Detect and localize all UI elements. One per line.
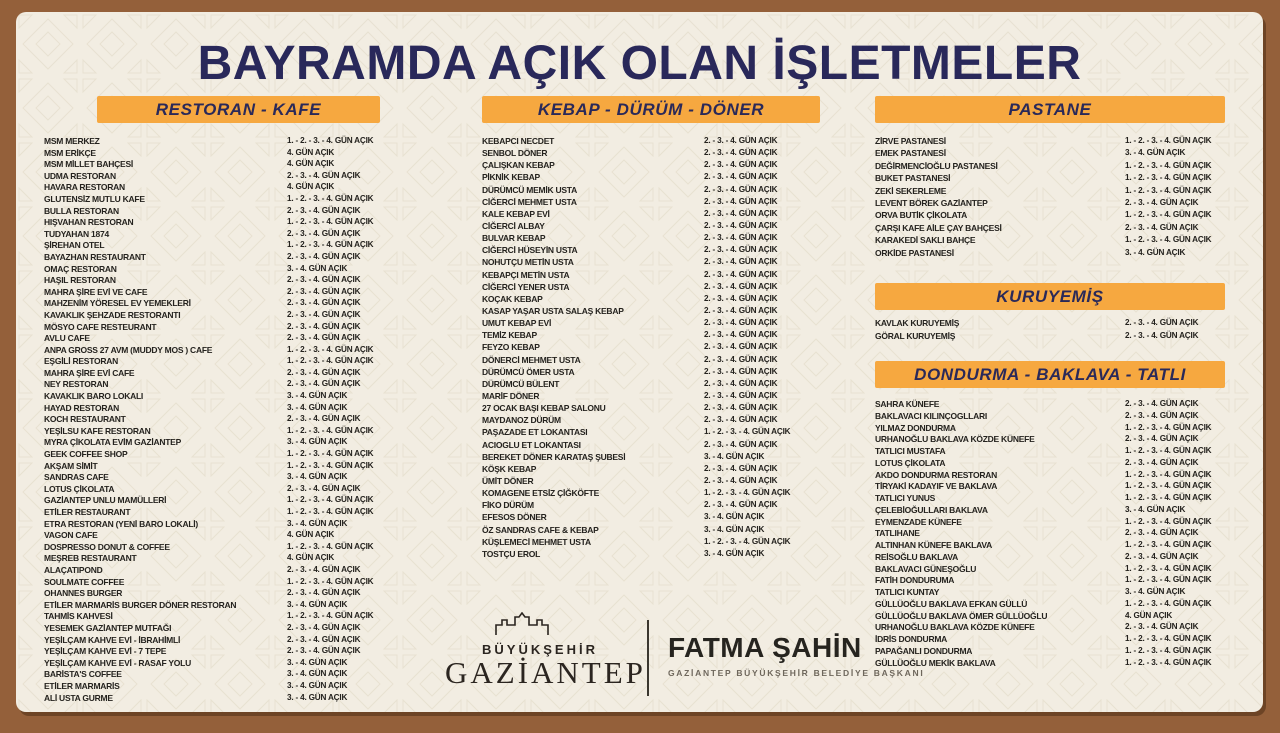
open-days-label: 1. - 2. - 3. - 4. GÜN AÇIK [1125,481,1212,491]
business-name: YESEMEK GAZİANTEP MUTFAĞI [44,622,172,633]
business-name: ORVA BUTİK ÇİKOLATA [875,210,968,221]
business-name: TİRYAKİ KADAYIF VE BAKLAVA [875,481,998,492]
gaziantep-logo [445,612,646,691]
open-days-label: 1. - 2. - 3. - 4. GÜN AÇIK [1125,446,1212,455]
business-name: MAHRA ŞİRE EVİ VE CAFE [44,286,148,297]
open-days-label: 2. - 3. - 4. GÜN AÇIK [287,286,361,296]
open-days-label: 1. - 2. - 3. - 4. GÜN AÇIK [1125,563,1212,573]
business-name: DÜRÜMCÜ MEMİK USTA [482,184,577,195]
open-days-label: 2. - 3. - 4. GÜN AÇIK [287,275,361,285]
business-name: EŞGİLİ RESTORAN [44,356,119,367]
business-name: KAVAKLIK BARO LOKALI [44,391,144,402]
business-name: HAŞIL RESTORAN [44,275,116,286]
business-name: SANDRAS CAFE [44,472,109,483]
open-days-label: 4. GÜN AÇIK [287,147,335,157]
business-name: CİĞERCİ ALBAY [482,220,545,231]
section-header-bar [875,361,1225,388]
business-name: ÇARŞI KAFE AİLE ÇAY BAHÇESİ [875,222,1002,233]
open-days-label: 2. - 3. - 4. GÜN AÇIK [287,367,361,377]
open-days-label: 1. - 2. - 3. - 4. GÜN AÇIK [287,576,374,586]
business-name: KÖŞK KEBAP [482,463,537,474]
business-name: TATLICI KUNTAY [875,587,940,597]
business-name: BEREKET DÖNER KARATAŞ ŞUBESİ [482,451,626,462]
open-days-label: 2. - 3. - 4. GÜN AÇIK [704,330,778,340]
poster-card [16,12,1263,712]
business-name: MAHZENİM YÖRESEL EV YEMEKLERİ [44,298,191,309]
business-name: ZİRVE PASTANESİ [875,136,946,146]
business-name: ORKİDE PASTANESİ [875,247,954,258]
open-days-label: 1. - 2. - 3. - 4. GÜN AÇIK [1125,516,1212,526]
open-days-label: 1. - 2. - 3. - 4. GÜN AÇIK [1125,136,1212,145]
open-days-label: 2. - 3. - 4. GÜN AÇIK [704,148,778,158]
business-name: ALAÇATIPOND [44,564,103,575]
business-name: ALİ USTA GURME [44,692,113,703]
business-name: MEŞREB RESTAURANT [44,553,137,564]
open-days-label: 3. - 4. GÜN AÇIK [704,512,765,522]
business-name: FEYZO KEBAP [482,342,540,353]
open-days-label: 3. - 4. GÜN AÇIK [287,402,348,412]
business-name: YEŞİLÇAM KAHVE EVİ - İBRAHİMLİ [44,634,181,645]
business-name: HIŞVAHAN RESTORAN [44,217,134,228]
open-days-label: 2. - 3. - 4. GÜN AÇIK [287,298,361,308]
business-name: ETİLER MARMARİS BURGER DÖNER RESTORAN [44,599,237,610]
open-days-label: 4. GÜN AÇIK [287,182,335,192]
business-name: UDMA RESTORAN [44,170,116,181]
business-name: GÖRAL KURUYEMİŞ [875,331,956,341]
open-days-label: 1. - 2. - 3. - 4. GÜN AÇIK [287,193,374,203]
open-days-label: 1. - 2. - 3. - 4. GÜN AÇIK [1125,185,1212,195]
section-header-label: DONDURMA - BAKLAVA - TATLI [914,364,1186,384]
business-name: YEŞİLÇAM KAHVE EVİ - 7 TEPE [44,646,167,657]
business-name: GÜLLÜOĞLU BAKLAVA EFKAN GÜLLÜ [875,598,1028,609]
open-days-label: 2. - 3. - 4. GÜN AÇIK [704,342,778,352]
business-name: ÇALIŞKAN KEBAP [482,160,555,171]
section-header-label: RESTORAN - KAFE [155,99,322,119]
open-days-label: 2. - 3. - 4. GÜN AÇIK [287,309,361,319]
mayor-signature-block [668,632,928,678]
open-days-label: 2. - 3. - 4. GÜN AÇIK [704,463,778,473]
open-days-label: 1. - 2. - 3. - 4. GÜN AÇIK [287,217,374,227]
business-name: KEBAPÇI METİN USTA [482,269,570,280]
business-name: ŞİREHAN OTEL [44,240,105,251]
business-name: MSM ERİKÇE [44,147,96,158]
business-name: BAKLAVACI KILINÇOGLLARI [875,410,987,421]
business-name: KOCH RESTAURANT [44,414,126,425]
business-name: VAGON CAFE [44,530,98,541]
business-name: HAVARA RESTORAN [44,182,125,193]
business-name: MYRA ÇİKOLATA EVİM GAZİANTEP [44,437,182,448]
business-name: LOTUS ÇİKOLATA [875,457,946,468]
business-name: YILMAZ DONDURMA [875,422,956,433]
open-days-label: 3. - 4. GÜN AÇIK [287,680,348,690]
business-name: ETRA RESTORAN (YENİ BARO LOKALİ) [44,518,198,529]
open-days-label: 2. - 3. - 4. GÜN AÇIK [287,251,361,261]
open-days-label: 3. - 4. GÜN AÇIK [287,692,348,702]
business-name: KASAP YAŞAR USTA SALAŞ KEBAP [482,305,624,316]
section-header-bar [482,96,820,123]
business-name: DÜRÜMCÜ ÖMER USTA [482,366,575,377]
open-days-label: 2. - 3. - 4. GÜN AÇIK [704,136,778,145]
business-name: BUKET PASTANESİ [875,173,951,184]
business-name: LEVENT BÖREK GAZİANTEP [875,197,988,208]
open-days-label: 3. - 4. GÜN AÇIK [287,518,348,528]
open-days-label: 1. - 2. - 3. - 4. GÜN AÇIK [1125,469,1212,479]
business-name: KAVLAK KURUYEMİŞ [875,318,960,328]
business-name: MÖSYO CAFE RESTEURANT [44,321,157,332]
open-days-label: 3. - 4. GÜN AÇIK [704,524,765,534]
business-name: ACIOGLU ET LOKANTASI [482,439,581,450]
business-name: KAVAKLIK ŞEHZADE RESTORANTI [44,309,181,320]
open-days-label: 2. - 3. - 4. GÜN AÇIK [287,379,361,389]
business-name: MSM MERKEZ [44,136,100,146]
open-days-label: 1. - 2. - 3. - 4. GÜN AÇIK [287,136,374,145]
open-days-label: 1. - 2. - 3. - 4. GÜN AÇIK [287,611,374,621]
open-days-label: 3. - 4. GÜN AÇIK [1125,504,1186,514]
open-days-label: 2. - 3. - 4. GÜN AÇIK [287,646,361,656]
open-days-label: 2. - 3. - 4. GÜN AÇIK [287,321,361,331]
open-days-label: 2. - 3. - 4. GÜN AÇIK [287,634,361,644]
business-name: GEEK COFFEE SHOP [44,449,128,460]
open-days-label: 2. - 3. - 4. GÜN AÇIK [1125,457,1199,467]
open-days-label: 2. - 3. - 4. GÜN AÇIK [704,233,778,243]
business-name: GAZİANTEP UNLU MAMÜLLERİ [44,495,167,506]
open-days-label: 2. - 3. - 4. GÜN AÇIK [704,475,778,485]
business-name: UMUT KEBAP EVİ [482,318,552,329]
business-name: LOTUS ÇİKOLATA [44,483,115,494]
business-name: PAPAĞANLI DONDURMA [875,645,973,656]
open-days-label: 2. - 3. - 4. GÜN AÇIK [704,415,778,425]
business-name: BAYAZHAN RESTAURANT [44,251,146,262]
open-days-label: 4. GÜN AÇIK [287,530,335,540]
business-name: TATLICI YUNUS [875,493,936,503]
business-name: KALE KEBAP EVİ [482,208,550,219]
business-name: KÜŞLEMECİ MEHMET USTA [482,536,591,547]
business-name: KOÇAK KEBAP [482,293,543,304]
open-days-label: 1. - 2. - 3. - 4. GÜN AÇIK [287,425,374,435]
business-name: DÖNERCİ MEHMET USTA [482,354,581,365]
open-days-label: 2. - 3. - 4. GÜN AÇIK [287,564,361,574]
open-days-label: 2. - 3. - 4. GÜN AÇIK [1125,551,1199,561]
business-name: URHANOĞLU BAKLAVA KÖZDE KÜNEFE [875,434,1035,445]
business-name: EYMENZADE KÜNEFE [875,516,962,527]
business-name: REİSOĞLU BAKLAVA [875,551,959,562]
open-days-label: 1. - 2. - 3. - 4. GÜN AÇIK [704,536,791,546]
business-name: TEMİZ KEBAP [482,330,537,341]
open-days-label: 2. - 3. - 4. GÜN AÇIK [704,354,778,364]
business-name: ÜMİT DÖNER [482,475,534,486]
open-days-label: 3. - 4. GÜN AÇIK [287,669,348,679]
business-name: ZEKİ SEKERLEME [875,185,947,196]
open-days-label: 3. - 4. GÜN AÇIK [287,437,348,447]
open-days-label: 4. GÜN AÇIK [287,159,335,169]
section-header-bar [875,283,1225,310]
open-days-label: 3. - 4. GÜN AÇIK [704,451,765,461]
section-header-bar [97,96,380,123]
open-days-label: 1. - 2. - 3. - 4. GÜN AÇIK [287,495,374,505]
open-days-label: 3. - 4. GÜN AÇIK [287,263,348,273]
business-name: ETİLER RESTAURANT [44,507,131,517]
business-name: MARİF DÖNER [482,390,540,401]
section-header-label: KURUYEMİŞ [996,286,1104,306]
open-days-label: 1. - 2. - 3. - 4. GÜN AÇIK [1125,493,1212,502]
business-name: EFESOS DÖNER [482,512,547,523]
open-days-label: 2. - 3. - 4. GÜN AÇIK [287,622,361,632]
open-days-label: 2. - 3. - 4. GÜN AÇIK [704,257,778,267]
open-days-label: 2. - 3. - 4. GÜN AÇIK [1125,622,1199,632]
open-days-label: 2. - 3. - 4. GÜN AÇIK [704,160,778,170]
open-days-label: 2. - 3. - 4. GÜN AÇIK [704,208,778,218]
open-days-label: 3. - 4. GÜN AÇIK [287,599,348,609]
open-days-label: 2. - 3. - 4. GÜN AÇIK [1125,528,1199,538]
business-name: TATLICI MUSTAFA [875,446,946,456]
business-name: YEŞİLÇAM KAHVE EVİ - RASAF YOLU [44,657,191,668]
open-days-label: 2. - 3. - 4. GÜN AÇIK [704,245,778,255]
open-days-label: 2. - 3. - 4. GÜN AÇIK [1125,434,1199,444]
business-name: İDRİS DONDURMA [875,634,948,644]
business-name: TATLIHANE [875,528,920,539]
open-days-label: 2. - 3. - 4. GÜN AÇIK [704,269,778,279]
business-name: KARAKEDİ SAKLI BAHÇE [875,235,976,246]
open-days-label: 2. - 3. - 4. GÜN AÇIK [704,500,778,510]
business-name: ÖZ SANDRAS CAFE & KEBAP [482,524,599,535]
open-days-label: 1. - 2. - 3. - 4. GÜN AÇIK [287,240,374,250]
open-days-label: 4. GÜN AÇIK [287,553,335,563]
open-days-label: 1. - 2. - 3. - 4. GÜN AÇIK [1125,634,1212,643]
footer-divider [647,620,649,696]
logo-text-buyuksehir: BÜYÜKŞEHİR [482,642,598,657]
open-days-label: 3. - 4. GÜN AÇIK [704,548,765,558]
mayor-name: FATMA ŞAHİN [668,632,862,663]
open-days-label: 2. - 3. - 4. GÜN AÇIK [287,414,361,424]
business-name: OHANNES BURGER [44,588,123,599]
business-name: SENBOL DÖNER [482,148,548,159]
business-name: KOMAGENE ETSİZ ÇİĞKÖFTE [482,488,600,499]
open-days-label: 4. GÜN AÇIK [1125,610,1173,620]
open-days-label: 3. - 4. GÜN AÇIK [287,391,348,401]
business-name: MAHRA ŞİRE EVİ CAFE [44,367,135,378]
open-days-label: 1. - 2. - 3. - 4. GÜN AÇIK [704,488,791,498]
open-days-label: 1. - 2. - 3. - 4. GÜN AÇIK [1125,235,1212,245]
business-name: BARİSTA'S COFFEE [44,669,122,680]
business-name: KEBAPCI NECDET [482,136,555,146]
business-name: TAHMİS KAHVESİ [44,611,113,622]
open-days-label: 2. - 3. - 4. GÜN AÇIK [287,588,361,598]
business-name: YEŞİLSU KAFE RESTORAN [44,425,151,436]
open-days-label: 1. - 2. - 3. - 4. GÜN AÇIK [1125,645,1212,655]
business-name: CİĞERCİ MEHMET USTA [482,196,577,207]
section-header-bar [875,96,1225,123]
business-name: NEY RESTORAN [44,379,109,390]
business-name: HAYAD RESTORAN [44,402,120,413]
section-header-label: KEBAP - DÜRÜM - DÖNER [537,99,765,119]
open-days-label: 2. - 3. - 4. GÜN AÇIK [704,318,778,328]
open-days-label: 1. - 2. - 3. - 4. GÜN AÇIK [1125,422,1212,432]
business-name: TUDYAHAN 1874 [44,228,109,239]
business-name: AKDO DONDURMA RESTORAN [875,469,997,480]
open-days-label: 3. - 4. GÜN AÇIK [1125,247,1186,257]
open-days-label: 1. - 2. - 3. - 4. GÜN AÇIK [287,460,374,470]
open-days-label: 2. - 3. - 4. GÜN AÇIK [704,196,778,206]
business-name: ÇELEBİOĞULLARI BAKLAVA [875,504,988,515]
open-days-label: 2. - 3. - 4. GÜN AÇIK [704,184,778,194]
open-days-label: 1. - 2. - 3. - 4. GÜN AÇIK [287,356,374,366]
page-title: BAYRAMDA AÇIK OLAN İŞLETMELER [197,37,1082,90]
business-name: 27 OCAK BAŞI KEBAP SALONU [482,403,606,414]
open-days-label: 3. - 4. GÜN AÇIK [287,472,348,482]
open-days-label: 2. - 3. - 4. GÜN AÇIK [1125,222,1199,232]
open-days-label: 2. - 3. - 4. GÜN AÇIK [287,228,361,238]
business-name: BULLA RESTORAN [44,205,119,216]
business-name: SOULMATE COFFEE [44,576,125,587]
open-days-label: 2. - 3. - 4. GÜN AÇIK [704,390,778,400]
open-days-label: 2. - 3. - 4. GÜN AÇIK [287,170,361,180]
open-days-label: 2. - 3. - 4. GÜN AÇIK [704,378,778,388]
open-days-label: 1. - 2. - 3. - 4. GÜN AÇIK [287,541,374,551]
open-days-label: 1. - 2. - 3. - 4. GÜN AÇIK [287,507,374,516]
mayor-title: GAZİANTEP BÜYÜKŞEHİR BELEDİYE BAŞKANI [668,668,925,678]
open-days-label: 1. - 2. - 3. - 4. GÜN AÇIK [287,344,374,354]
business-name: DOSPRESSO DONUT & COFFEE [44,541,170,552]
open-days-label: 2. - 3. - 4. GÜN AÇIK [287,205,361,215]
business-name: FİKO DÜRÜM [482,500,534,511]
business-name: BULVAR KEBAP [482,233,546,244]
business-name: AVLU CAFE [44,333,90,344]
open-days-label: 2. - 3. - 4. GÜN AÇIK [704,366,778,376]
open-days-label: 2. - 3. - 4. GÜN AÇIK [287,483,361,493]
business-name: BAKLAVACI GÜNEŞOĞLU [875,563,977,574]
open-days-label: 2. - 3. - 4. GÜN AÇIK [1125,197,1199,207]
business-name: PAŞAZADE ET LOKANTASI [482,427,588,438]
open-days-label: 2. - 3. - 4. GÜN AÇIK [704,172,778,182]
business-name: CİĞERCİ YENER USTA [482,281,570,292]
open-days-label: 1. - 2. - 3. - 4. GÜN AÇIK [1125,160,1212,170]
open-days-label: 1. - 2. - 3. - 4. GÜN AÇIK [287,449,374,459]
business-name: ALTINHAN KÜNEFE BAKLAVA [875,540,993,550]
open-days-label: 2. - 3. - 4. GÜN AÇIK [1125,331,1199,340]
business-name: GÜLLÜOĞLU BAKLAVA ÖMER GÜLLÜOĞLU [875,610,1048,621]
open-days-label: 2. - 3. - 4. GÜN AÇIK [704,220,778,230]
open-days-label: 3. - 4. GÜN AÇIK [1125,148,1186,158]
business-name: AKŞAM SİMİT [44,460,98,471]
business-name: FATİH DONDURUMA [875,575,955,586]
open-days-label: 1. - 2. - 3. - 4. GÜN AÇIK [704,427,791,437]
business-name: NOHUTÇU METİN USTA [482,257,574,268]
business-name: MSM MİLLET BAHÇESİ [44,159,133,170]
business-name: GLUTENSİZ MUTLU KAFE [44,193,145,204]
open-days-label: 2. - 3. - 4. GÜN AÇIK [1125,318,1199,327]
business-name: ANPA GROSS 27 AVM (MUDDY MOS ) CAFE [44,344,213,355]
business-name: OMAÇ RESTORAN [44,263,117,274]
open-days-label: 1. - 2. - 3. - 4. GÜN AÇIK [1125,657,1212,667]
logo-text-gaziantep: GAZİANTEP [445,655,646,690]
open-days-label: 2. - 3. - 4. GÜN AÇIK [704,293,778,303]
business-name: URHANOĞLU BAKLAVA KÖZDE KÜNEFE [875,622,1035,633]
open-days-label: 2. - 3. - 4. GÜN AÇIK [287,333,361,343]
business-name: MAYDANOZ DÜRÜM [482,415,561,426]
business-name: DEĞİRMENCİOĞLU PASTANESİ [875,160,998,171]
open-days-label: 2. - 3. - 4. GÜN AÇIK [704,305,778,315]
open-days-label: 3. - 4. GÜN AÇIK [1125,587,1186,596]
open-days-label: 2. - 3. - 4. GÜN AÇIK [704,281,778,291]
open-days-label: 1. - 2. - 3. - 4. GÜN AÇIK [1125,540,1212,549]
section-header-label: PASTANE [1008,99,1092,119]
open-days-label: 1. - 2. - 3. - 4. GÜN AÇIK [1125,173,1212,183]
open-days-label: 2. - 3. - 4. GÜN AÇIK [704,439,778,449]
open-days-label: 2. - 3. - 4. GÜN AÇIK [704,403,778,413]
business-name: TOSTÇU EROL [482,548,541,559]
open-days-label: 1. - 2. - 3. - 4. GÜN AÇIK [1125,598,1212,608]
business-name: EMEK PASTANESİ [875,148,946,159]
open-days-label: 2. - 3. - 4. GÜN AÇIK [1125,410,1199,420]
business-name: GÜLLÜOĞLU MEKİK BAKLAVA [875,657,996,668]
business-name: CİĞERCİ HÜSEYİN USTA [482,245,578,256]
business-name: PİKNİK KEBAP [482,172,540,183]
business-name: SAHRA KÜNEFE [875,399,940,409]
open-days-label: 1. - 2. - 3. - 4. GÜN AÇIK [1125,210,1212,220]
open-days-label: 1. - 2. - 3. - 4. GÜN AÇIK [1125,575,1212,585]
castle-icon [492,612,588,636]
business-name: DÜRÜMCÜ BÜLENT [482,378,560,389]
open-days-label: 2. - 3. - 4. GÜN AÇIK [1125,399,1199,408]
business-name: ETİLER MARMARİS [44,680,120,691]
open-days-label: 3. - 4. GÜN AÇIK [287,657,348,667]
